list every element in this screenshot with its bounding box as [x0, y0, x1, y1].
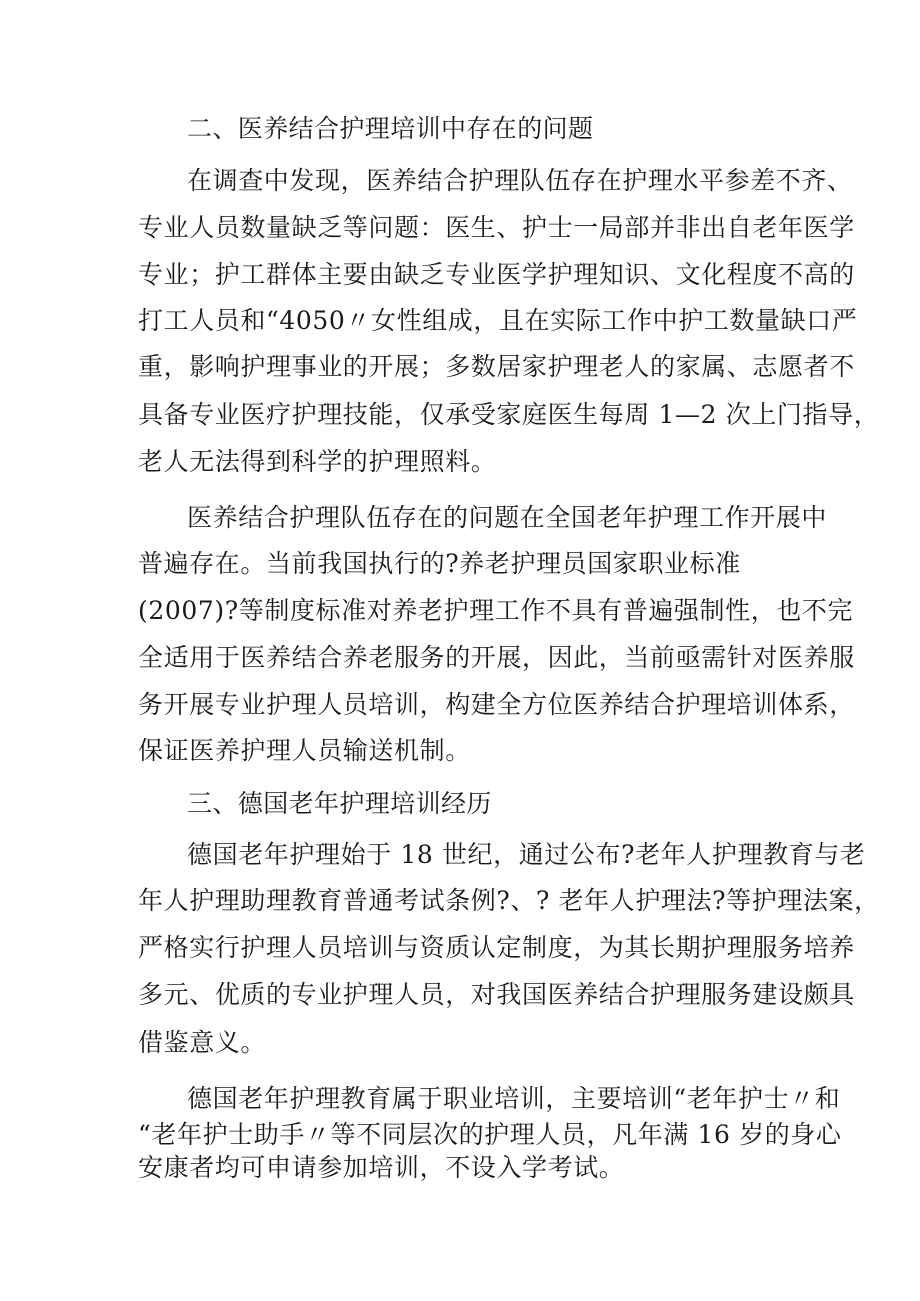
paragraph-line: 保证医养护理人员输送机制。 — [138, 736, 471, 765]
paragraph-line: 安康者均可申请参加培训，不设入学考试。 — [138, 1153, 625, 1182]
paragraph-line: 严格实行护理人员培训与资质认定制度，为其长期护理服务培养 — [138, 933, 855, 962]
section-heading: 三、德国老年护理培训经历 — [187, 789, 492, 818]
paragraph-line: “老年护士助手〃等不同层次的护理人员，凡年满 16 岁的身心 — [138, 1120, 842, 1149]
paragraph-line: 老人无法得到科学的护理照料。 — [138, 447, 497, 476]
paragraph-line: 全适用于医养结合养老服务的开展，因此，当前亟需针对医养服 — [138, 643, 855, 672]
paragraph-line: 医养结合护理队伍存在的问题在全国老年护理工作开展中 — [187, 503, 828, 532]
paragraph-line: 借鉴意义。 — [138, 1028, 267, 1057]
paragraph-line: 多元、优质的专业护理人员，对我国医养结合护理服务建设颇具 — [138, 980, 855, 1009]
section-heading: 二、医养结合护理培训中存在的问题 — [187, 114, 594, 143]
paragraph-line: 具备专业医疗护理技能，仅承受家庭医生每周 1—2 次上门指导， — [138, 400, 880, 429]
paragraph-line: 在调查中发现，医养结合护理队伍存在护理水平参差不齐、 — [187, 166, 853, 195]
paragraph-line: 年人护理助理教育普通考试条例?、? 老年人护理法?等护理法案， — [138, 886, 880, 915]
paragraph-line: (2007)?等制度标准对养老护理工作不具有普遍强制性，也不完 — [138, 596, 854, 625]
paragraph-line: 德国老年护理始于 18 世纪，通过公布?老年人护理教育与老 — [187, 840, 866, 869]
paragraph-line: 打工人员和“4050〃女性组成，且在实际工作中护工数量缺口严 — [138, 306, 858, 335]
paragraph-line: 务开展专业护理人员培训，构建全方位医养结合护理培训体系， — [138, 690, 855, 719]
paragraph-line: 重，影响护理事业的开展；多数居家护理老人的家属、志愿者不 — [138, 352, 855, 381]
paragraph-line: 专业人员数量缺乏等问题：医生、护士一局部并非出自老年医学 — [138, 213, 855, 242]
paragraph-line: 德国老年护理教育属于职业培训，主要培训“老年护士〃和 — [187, 1084, 841, 1113]
paragraph-line: 专业；护工群体主要由缺乏专业医学护理知识、文化程度不高的 — [138, 260, 855, 289]
paragraph-line: 普遍存在。当前我国执行的?养老护理员国家职业标准 — [138, 549, 741, 578]
